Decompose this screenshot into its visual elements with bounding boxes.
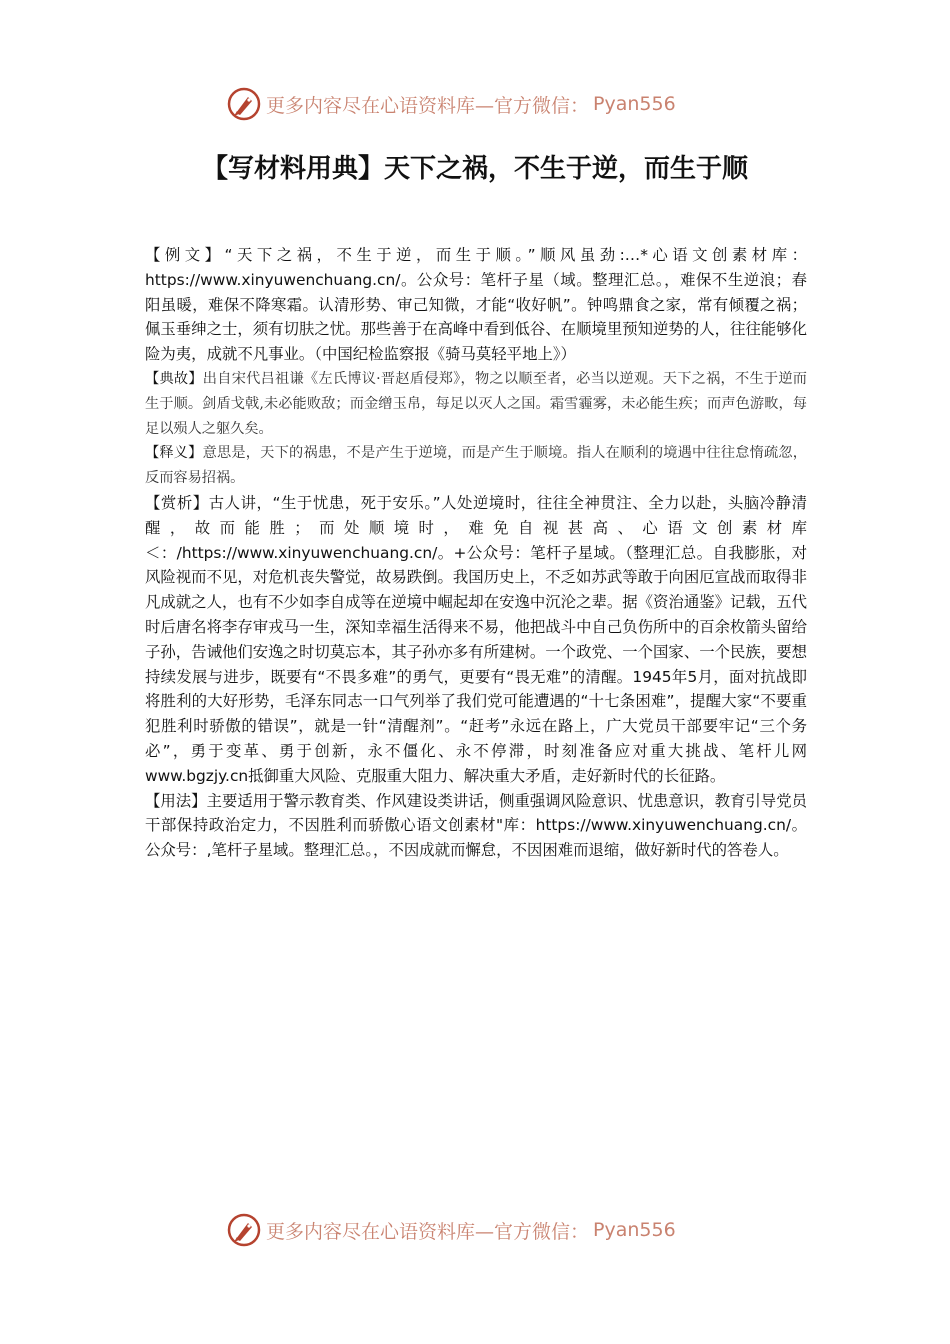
section-tag: 【例文】 bbox=[145, 246, 225, 264]
section-tag: 【典故】 bbox=[145, 370, 203, 387]
document-body bbox=[145, 243, 807, 863]
header-banner bbox=[226, 84, 676, 124]
section-example bbox=[145, 243, 807, 367]
section-analysis bbox=[145, 491, 807, 789]
section-tag: 【用法】 bbox=[145, 791, 207, 810]
section-usage bbox=[145, 789, 807, 863]
banner-wechat-id: Pyan556 bbox=[593, 93, 676, 115]
banner-text: 更多内容尽在心语资料库—官方微信： bbox=[266, 94, 590, 117]
banner-text: 更多内容尽在心语资料库—官方微信： bbox=[266, 1220, 590, 1243]
section-text: 出自宋代吕祖谦《左氏博议·晋赵盾侵郑》，物之以顺至者，必当以逆观。天下之祸，不生于逆而生于顺。剑盾戈戟,未必能败敌；而金缯玉帛，每足以灭人之国。霜雪霾雾，未必能生疾；而声色游畋，每足以殒人之躯久矣。 bbox=[145, 370, 807, 437]
page-title: 【写材料用典】天下之祸，不生于逆，而生于顺 bbox=[201, 154, 748, 184]
banner-wechat-id: Pyan556 bbox=[593, 1219, 676, 1241]
section-text: 主要适用于警示教育类、作风建设类讲话，侧重强调风险意识、忧患意识，教育引导党员干部保持政治定力，不因胜利而骄傲心语文创素材"库：https://www.xinyuwenchuang.cn/。公众号：,笔杆子星域。整理汇总。，不因成就而懈怠，不因困难而退缩，做好新时代的答卷人。 bbox=[145, 791, 807, 860]
section-meaning bbox=[145, 441, 807, 491]
section-text: 古人讲，“生于忧患，死于安乐。”人处逆境时，往往全神贯注、全力以赴，头脑冷静清醒，故而能胜；而处顺境时，难免自视甚高、心语文创素材库＜：/https://www.xinyuwenchuang.cn/。+公众号：笔杆子星域。（整理汇总。自我膨胀，对风险视而不见，对危机丧失警觉，故易跌倒。我国历史上，不乏如苏武等敢于向困厄宣战而取得非凡成就之人，也有不少如李自成等在逆境中崛起却在安逸中沉沦之辈。据《资治通鉴》记载，五代时后唐名将李存审戎马一生，深知幸福生活得来不易，他把战斗中自己负伤所中的百余枚箭头留给子孙，告诫他们安逸之时切莫忘本，其子孙亦多有所建树。一个政党、一个国家、一个民族，要想持续发展与进步，既要有“不畏多难”的勇气，更要有“畏无难”的清醒。1945年5月，面对抗战即将胜利的大好形势，毛泽东同志一口气列举了我们党可能遭遇的“十七条困难”，提醒大家“不要重犯胜利时骄傲的错误”，就是一针“清醒剂”。“赶考”永远在路上，广大党员干部要牢记“三个务必”，勇于变革、勇于创新，永不僵化、永不停滞，时刻准备应对重大挑战、笔杆儿网www.bgzjy.cn抵御重大风险、克服重大阻力、解决重大矛盾，走好新时代的长征路。 bbox=[145, 493, 807, 785]
section-text: 意思是，天下的祸患，不是产生于逆境，而是产生于顺境。指人在顺利的境遇中往往怠惰疏忽，反而容易招祸。 bbox=[145, 445, 807, 487]
section-tag: 【释义】 bbox=[145, 445, 203, 462]
section-tag: 【赏析】 bbox=[145, 493, 209, 512]
section-text: “天下之祸，不生于逆，而生于顺。”顺风虽劲:…*心语文创素材库：https://www.xinyuwenchuang.cn/。公众号：笔杆子星（域。整理汇总。，难保不生逆浪；春阳虽暖，难保不降寒霜。认清形势、审己知微，才能“收好帆”。钟鸣鼎食之家，常有倾覆之祸；佩玉垂绅之士，须有切肤之忧。那些善于在高峰中看到低谷、在顺境里预知逆势的人，往往能够化险为夷，成就不凡事业。（中国纪检监察报《骑马莫轻平地上》） bbox=[145, 246, 807, 364]
pen-nib-logo-icon bbox=[226, 1212, 262, 1248]
pen-nib-logo-icon bbox=[226, 86, 262, 122]
section-origin bbox=[145, 367, 807, 441]
footer-banner bbox=[226, 1210, 676, 1250]
